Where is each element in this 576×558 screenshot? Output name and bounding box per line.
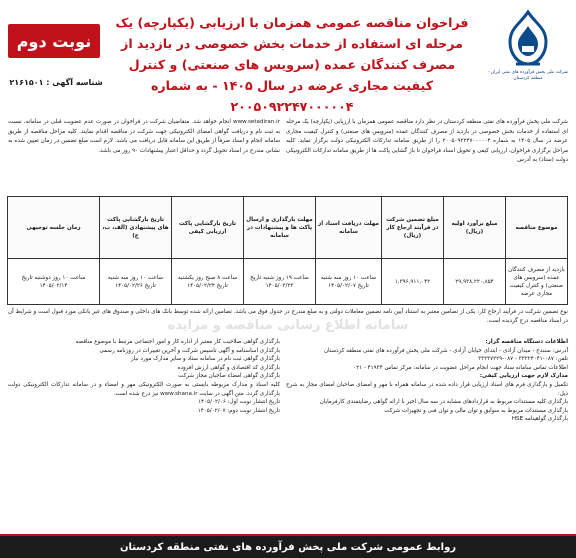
org-name: شرکت ملی پخش فرآورده های نفتی ایران - منطقه کردستان — [487, 70, 569, 81]
closing-text: کلیه اسناد و مدارک مربوطه بایستی به صورت الکترونیکی مهر و امضاء و در سامانه تدارکات الکترونیکی دولت بارگذاری گردد. متن آگهی در سایت www.shana.ir نیز درج شده است. — [8, 381, 280, 397]
requirement-item: تکمیل و بارگذاری فرم های اسناد ارزیابی قرار داده شده در سامانه همراه با مهر و امضای صاحبان امضای مجاز به شرح ذیل: — [286, 381, 568, 397]
table-cell: ۱,۳۹۶,۹۱۱,۰۴۲ — [382, 259, 444, 305]
watermark-text: سامانه اطلاع رسانی مناقصه و مزایده — [167, 318, 409, 333]
intro-text-left: www.setadiran.ir انجام خواهد شد. متقاضیان شرکت در فراخوان در صورت عدم عضویت قبلی در سامانه، نسبت به ثبت نام و دریافت گواهی امضای الکترونیکی جهت شرکت در مناقصه اقدام نمایند. کلیه مراحل مناقصه از طریق سامانه انجام و اسناد صرفاً از طریق این سامانه قابل دریافت می باشد. لازم است مبلغ تضمین در زمان تعیین شده به نشانی مندرج در اسناد تحویل گردد و حداقل اعتبار پیشنهادات ۹۰ روز می باشد. — [8, 119, 280, 154]
table-row — [8, 259, 568, 305]
requirement-item: بارگذاری مستندات مربوط به سوابق و توان مالی و توان فنی و تجهیزات شرکت — [384, 407, 568, 414]
table-header: مهلت بارگذاری و ارسال پاکت ها و پیشنهادات در سامانه — [244, 197, 316, 259]
table-header: زمان جلسه توجیهی — [8, 197, 100, 259]
requirements-column — [8, 338, 280, 415]
contact-line: اطلاعات تماس سامانه ستاد جهت انجام مراحل عضویت در سامانه: مرکز تماس ۴۱۹۳۴ - ۰۲۱ — [353, 364, 568, 371]
requirements-heading: مدارک لازم جهت ارزیابی کیفی: — [479, 373, 568, 380]
table-header: مبلغ برآورد اولیه (ریال) — [444, 197, 506, 259]
table-header-row — [8, 197, 568, 259]
notice-id: شناسه آگهی : ۲۱۶۱۵۰۱ — [9, 78, 103, 87]
requirement-item: بارگذاری گواهی صلاحیت کار معتبر از اداره کار و امور اجتماعی مرتبط با موضوع مناقصه — [75, 339, 280, 345]
tender-table — [8, 196, 568, 304]
flame-logo-icon — [502, 10, 554, 68]
contact-line: تلفن: ۰۸۷-۳۳۲۲۴۰۴۱ - ۰۸۷-۳۳۲۳۷۲۲۹ — [478, 356, 568, 363]
requirement-item: بارگذاری گواهی ثبت نام در سامانه ستاد و سایر مدارک مورد نیاز — [130, 356, 280, 363]
publish-date-2: تاریخ انتشار نوبت دوم: ۱۴۰۵/۰۲/۰۷ — [197, 407, 280, 414]
table-header: تاریخ بارگشایی پاکت های پیشنهادی (الف، ب، ج) — [100, 197, 172, 259]
intro-text-right: شرکت ملی پخش فرآورده های نفتی منطقه کردستان در نظر دارد مناقصه عمومی همزمان با ارزیابی (یکپارچه) یک مرحله ای استفاده از خدمات بخش خصوصی در بازدید از مصرف کنندگان عمده (سرویس های صنعتی) و کنترل کیفیت مجاری عرضه در سال ۱۴۰۵ به شماره ۲۰۰۵۰۹۲۲۴۷۰۰۰۰۰۴ را از طریق سامانه تدارکات الکترونیکی دولت برگزار نماید. کلیه مراحل برگزاری فراخوان، ارزیابی کیفی و تحویل اسناد فراخوان تا باز گشایی پاکت ها از طریق سامانه تدارکات الکترونیکی دولت (ستاد) به آدرس — [286, 119, 568, 163]
guarantee-note: نوع تضمین شرکت در فرآیند ارجاع کار: یکی از تضامین معتبر به استناد آیین نامه تضمین معاملات دولتی و به مبلغ مندرج در جدول فوق می باشد. تضامین ارائه شده توسط بانک های داخلی و صندوق های غیر بانکی مورد قبول است و شرایط آن در اسناد مناقصه درج گردیده است. — [8, 309, 568, 324]
requirement-item: بارگذاری گواهینامه HSE — [511, 416, 568, 423]
table-cell: ساعت ۱۰ روز دوشنبه تاریخ ۱۴۰۵/۰۲/۱۴ — [8, 259, 100, 305]
publish-date-1: تاریخ انتشار نوبت اول: ۱۴۰۵/۰۲/۰۶ — [198, 399, 280, 406]
table-header: مهلت دریافت اسناد از سامانه — [316, 197, 382, 259]
company-logo — [486, 10, 570, 114]
requirement-item: بارگذاری کد اقتصادی و گواهی ارزش افزوده — [177, 364, 280, 371]
table-header: تاریخ بارگشایی پاکت ارزیابی کیفی — [172, 197, 244, 259]
table-cell: ساعت ۸ صبح روز یکشنبه تاریخ ۱۴۰۵/۰۲/۲۴ — [172, 259, 244, 305]
notice-title: فراخوان مناقصه عمومی همزمان با ارزیابی (یکپارچه) یک مرحله ای استفاده از خدمات بخش خصوصی در بازدید از مصرف کنندگان عمده (سرویس های صنعتی) و کنترل کیفیت مجاری عرضه در سال ۱۴۰۵ - به شماره ۲۰۰۵۰۹۲۲۴۷۰۰۰۰۰۴ — [115, 15, 469, 114]
round-badge: نوبت دوم — [8, 24, 100, 58]
table-header: مبلغ تضمین شرکت در فرآیند ارجاع کار (ریال) — [382, 197, 444, 259]
contact-column — [286, 338, 568, 424]
footer-banner: روابط عمومی شرکت ملی پخش فرآورده های نفتی منطقه کردستان — [0, 536, 576, 558]
table-cell: بازدید از مصرف کنندگان عمده (سرویس های صنعتی) و کنترل کیفیت مجاری عرضه — [506, 259, 568, 305]
table-cell: ۲۹,۹۳۸,۲۲۰,۸۵۴ — [444, 259, 506, 305]
requirement-item: بارگذاری کلیه مستندات مربوط به قراردادهای مشابه در سه سال اخیر با ارائه گواهی رضایتمندی کارفرمایان — [319, 399, 568, 406]
contact-line: آدرس: سنندج - میدان آزادی - ابتدای خیابان آزادی - شرکت ملی پخش فرآورده های نفتی منطقه کردستان — [323, 347, 568, 354]
table-cell: ساعت ۱۰ روز سه شنبه تاریخ ۱۴۰۵/۰۲/۰۷ — [316, 259, 382, 305]
table-cell: ساعت ۱۰ روز سه شنبه تاریخ ۱۴۰۵/۰۲/۲۶ — [100, 259, 172, 305]
requirement-item: بارگذاری گواهی امضاء صاحبان مجاز شرکت — [178, 373, 280, 380]
requirement-item: بارگذاری اساسنامه و آگهی تاسیس شرکت و آخرین تغییرات در روزنامه رسمی — [99, 347, 280, 354]
contact-heading: اطلاعات دستگاه مناقصه گزار: — [485, 339, 568, 345]
table-header: موضوع مناقصه — [506, 197, 568, 259]
table-cell: ساعت ۱۹ روز شنبه تاریخ ۱۴۰۵/۰۲/۲۳ — [244, 259, 316, 305]
